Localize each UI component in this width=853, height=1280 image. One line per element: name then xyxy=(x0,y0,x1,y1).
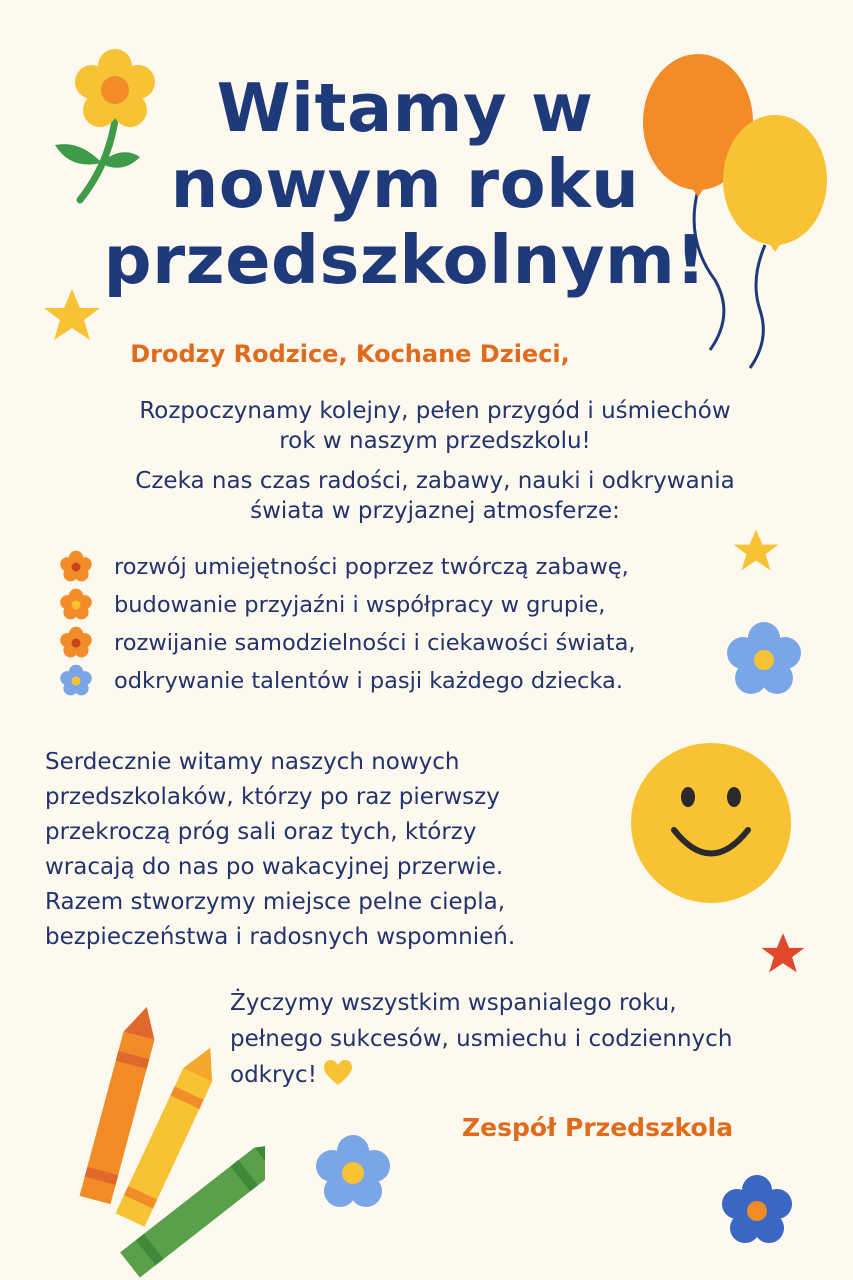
intro-paragraph xyxy=(50,396,820,456)
wishes-line-text: odkryc! xyxy=(230,1062,317,1088)
list-item-text: rozwój umiejętności poprzez twórczą zabawę, xyxy=(114,554,629,580)
dark-blue-flower-icon xyxy=(716,1170,798,1252)
list-item xyxy=(58,548,636,586)
list-item xyxy=(58,662,636,700)
welcome-line: Razem stworzymy miejsce pelne cieplа, xyxy=(45,889,506,915)
wishes-line: pełnego sukcesów, usmiechu i codziennych xyxy=(230,1026,733,1052)
intro-line: świata w przyjaznej atmosferze: xyxy=(250,498,620,524)
welcome-line: wracają do nas po wakacyjnej przerwie. xyxy=(45,854,504,880)
title-line: Witamy w xyxy=(216,69,594,147)
title-line: przedszkolnym! xyxy=(103,221,707,299)
goals-list xyxy=(58,548,636,700)
list-item xyxy=(58,624,636,662)
orange-flower-icon xyxy=(58,549,94,585)
welcome-line: przekroczą próg sali oraz tych, którzy xyxy=(45,819,477,845)
welcome-line: przedszkolaków, którzy po raz pierwszy xyxy=(45,784,500,810)
blue-flower-icon xyxy=(722,618,806,702)
welcome-line: bezpieczeństwa i radosnych wspomnień. xyxy=(45,924,516,950)
list-item xyxy=(58,586,636,624)
red-star-icon xyxy=(760,932,806,976)
intro-line: Rozpoczynamy kolejny, pełen przygód i uśmiechów xyxy=(139,398,731,424)
wishes-paragraph xyxy=(230,985,830,1093)
wishes-line: Życzymy wszystkim wspanialego roku, xyxy=(230,990,677,1016)
list-item-text: budowanie przyjaźni i współpracy w grupie, xyxy=(114,592,606,618)
greeting: Drodzy Rodzice, Kochane Dzieci, xyxy=(130,340,570,368)
list-item-text: rozwijanie samodzielności i ciekawości świata, xyxy=(114,630,636,656)
intro-line: Czeka nas czas radości, zabawy, nauki i odkrywania xyxy=(135,468,735,494)
yellow-heart-icon xyxy=(324,1060,352,1086)
title-line: nowym roku xyxy=(170,145,640,223)
page-title xyxy=(95,70,715,298)
star-icon xyxy=(732,528,780,574)
star-icon xyxy=(42,288,102,344)
list-item-text: odkrywanie talentów i pasji każdego dziecka. xyxy=(114,668,623,694)
blue-flower-icon xyxy=(58,663,94,699)
welcome-paragraph xyxy=(45,745,635,955)
smiley-icon xyxy=(630,742,792,904)
welcome-line: Serdecznie witamy naszych nowych xyxy=(45,749,460,775)
blue-flower-icon xyxy=(310,1130,396,1216)
intro-line: rok w naszym przedszkolu! xyxy=(279,428,591,454)
orange-flower-icon xyxy=(58,625,94,661)
signature: Zespół Przedszkola xyxy=(462,1113,734,1142)
intro-paragraph xyxy=(50,466,820,526)
orange-flower-icon xyxy=(58,587,94,623)
wishes-line xyxy=(230,1057,830,1093)
